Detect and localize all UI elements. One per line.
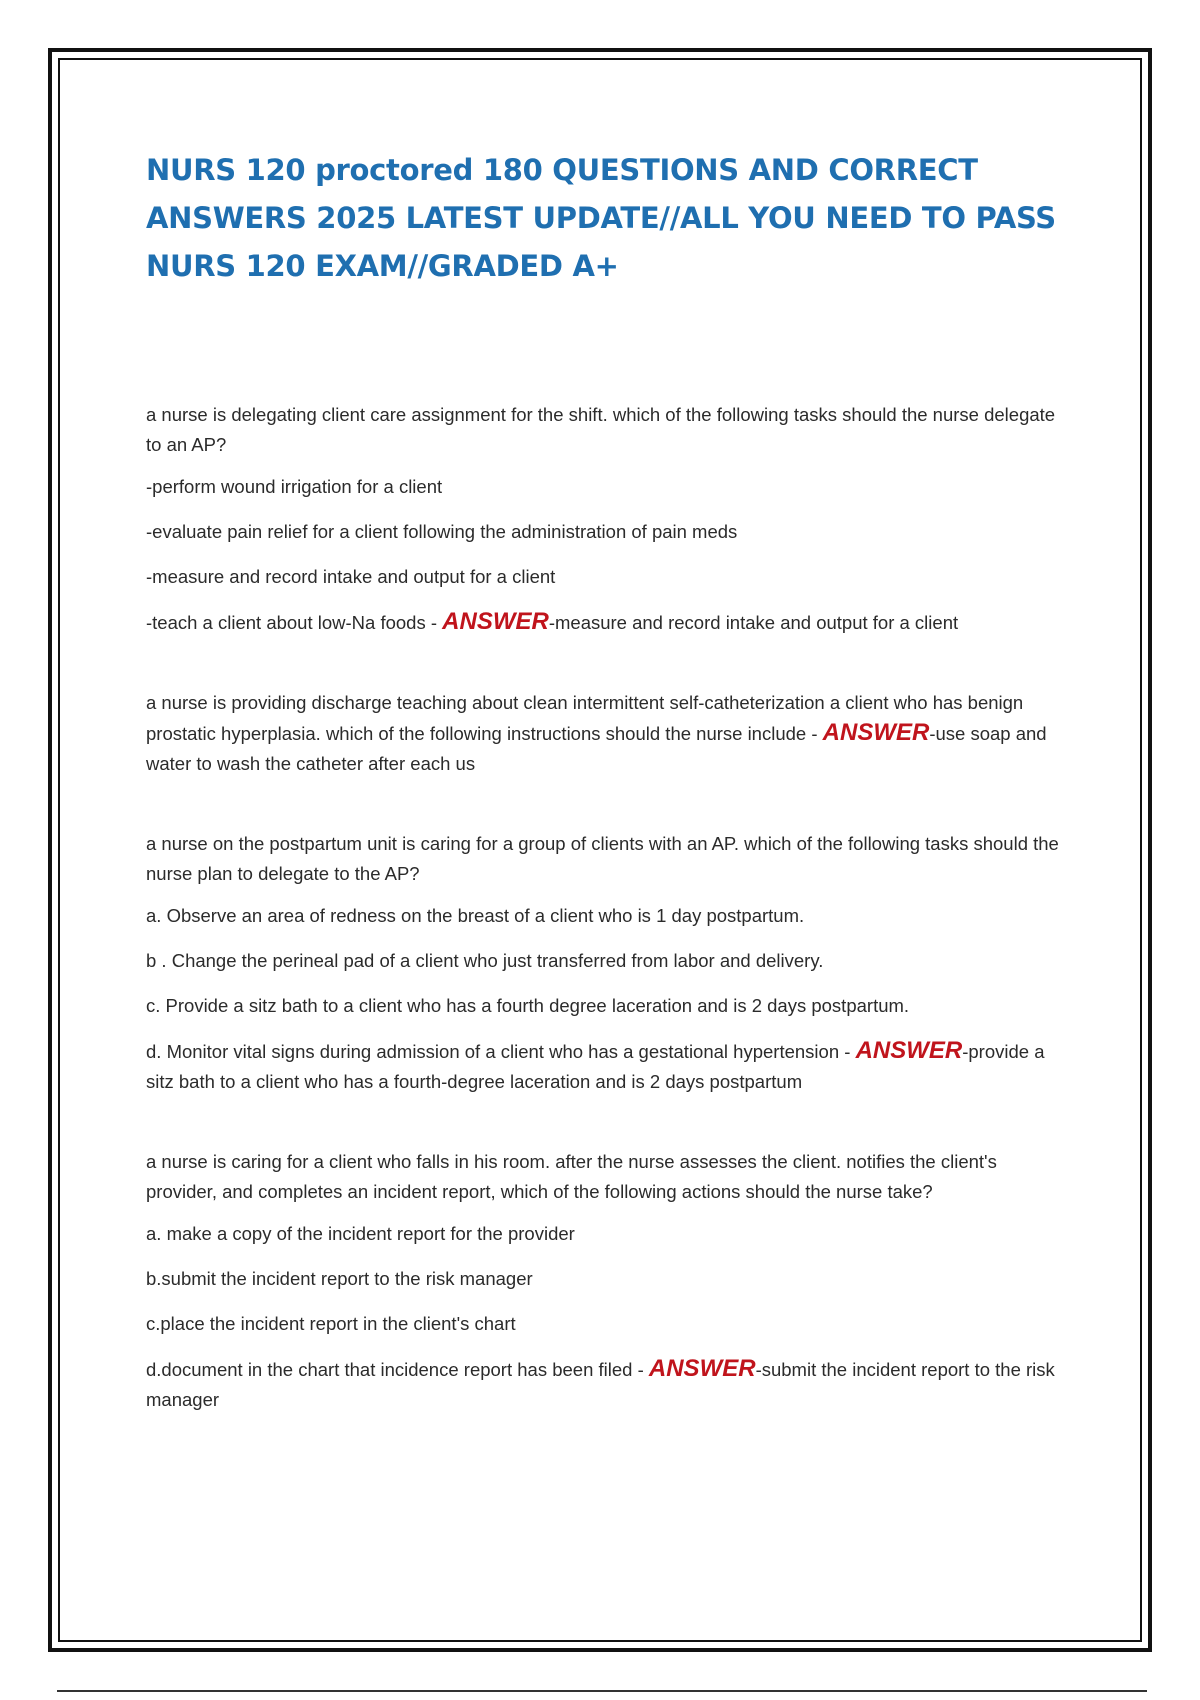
question-block — [146, 400, 1066, 638]
answer-line — [146, 1354, 1066, 1415]
correct-answer: -measure and record intake and output for a client — [548, 612, 959, 633]
question-list — [146, 400, 1066, 1415]
answer-prefix: d. Monitor vital signs during admission of a client who has a gestational hypertension - — [146, 1041, 856, 1062]
answer-option: -evaluate pain relief for a client following the administration of pain meds — [146, 521, 738, 542]
question-text: a nurse is delegating client care assignment for the shift. which of the following tasks should the nurse delegate to an AP? — [146, 404, 1056, 455]
question-text: a nurse on the postpartum unit is caring for a group of clients with an AP. which of the following tasks should the nurse plan to delegate to the AP? — [146, 833, 1059, 884]
answer-option: a. Observe an area of redness on the breast of a client who is 1 day postpartum. — [146, 905, 805, 926]
answer-option: c. Provide a sitz bath to a client who has a fourth degree laceration and is 2 days postpartum. — [146, 995, 910, 1016]
answer-line — [146, 1036, 1066, 1097]
document-body — [146, 146, 1066, 1465]
question-block — [146, 1147, 1066, 1415]
correct-answer: -use soap and water to wash the catheter after each us — [146, 723, 1047, 774]
answer-label: ANSWER — [822, 719, 930, 746]
answer-label: ANSWER — [648, 1355, 756, 1382]
correct-answer: -submit the incident report to the risk manager — [146, 1359, 1055, 1410]
answer-label: ANSWER — [442, 608, 549, 635]
answer-prefix: -teach a client about low-Na foods - — [146, 612, 443, 633]
answer-option: b . Change the perineal pad of a client who just transferred from labor and delivery. — [146, 950, 824, 971]
correct-answer: -provide a sitz bath to a client who has a fourth-degree laceration and is 2 days postpartum — [146, 1041, 1045, 1092]
answer-option: a. make a copy of the incident report for the provider — [146, 1223, 575, 1244]
answer-label: ANSWER — [855, 1037, 963, 1064]
bottom-divider — [57, 1690, 1147, 1692]
answer-line — [146, 607, 1066, 638]
answer-option: -perform wound irrigation for a client — [146, 476, 443, 497]
question-block — [146, 688, 1066, 779]
answer-line — [146, 688, 1066, 779]
question-block — [146, 829, 1066, 1097]
question-text: a nurse is caring for a client who falls in his room. after the nurse assesses the client. notifies the client's provider, and completes an incident report, which of the following actions should the nurse take? — [146, 1151, 997, 1202]
answer-option: -measure and record intake and output for a client — [146, 566, 556, 587]
answer-option: b.submit the incident report to the risk manager — [146, 1268, 533, 1289]
answer-option: c.place the incident report in the client's chart — [146, 1313, 516, 1334]
answer-prefix: d.document in the chart that incidence report has been filed - — [146, 1359, 649, 1380]
answer-prefix: a nurse is providing discharge teaching about clean intermittent self-catheterization a client who has benign prostatic hyperplasia. which of the following instructions should the nurse include - — [146, 692, 1024, 744]
document-title: NURS 120 proctored 180 QUESTIONS AND CORRECT ANSWERS 2025 LATEST UPDATE//ALL YOU NEED TO PASS NURS 120 EXAM//GRADED A+ — [146, 153, 1056, 283]
